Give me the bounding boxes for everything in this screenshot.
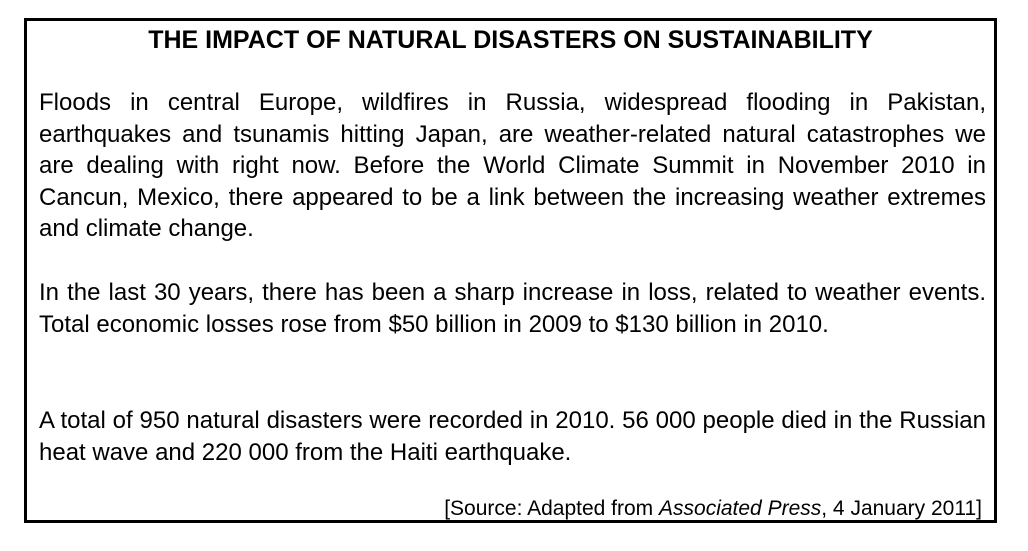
source-prefix: [Source: Adapted from <box>444 497 660 520</box>
source-citation <box>444 497 982 521</box>
document-title: THE IMPACT OF NATURAL DISASTERS ON SUSTAINABILITY <box>148 26 873 54</box>
text-box-frame <box>24 18 997 523</box>
paragraph-disasters: A total of 950 natural disasters were recorded in 2010. 56 000 people died in the Russian heat wave and 220 000 from the Haiti earthquake. <box>39 407 986 466</box>
source-publication: Associated Press <box>659 497 822 520</box>
paragraph-losses: In the last 30 years, there has been a sharp increase in loss, related to weather events. Total economic losses rose from $50 billion in 2009 to $130 billion in 2010. <box>39 279 986 338</box>
source-suffix: , 4 January 2011] <box>821 497 982 520</box>
paragraph-floods: Floods in central Europe, wildfires in Russia, widespread flooding in Pakistan, earthquakes and tsunamis hitting Japan, are weather-related natural catastrophes we are dealing with right now. Before the World Climate Summit in November 2010 in Cancun, Mexico, there appeared to be a link between the increasing weather extremes and climate change. <box>39 89 986 242</box>
